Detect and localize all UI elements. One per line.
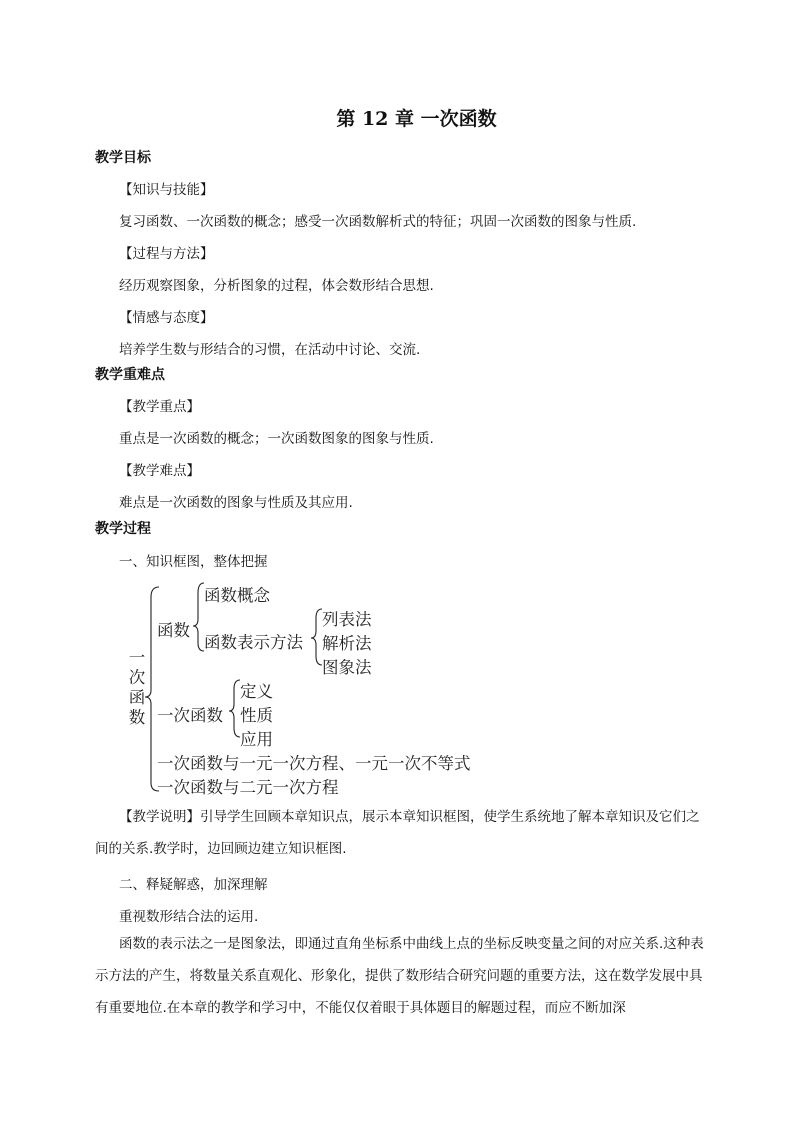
label-difficulty: 【教学难点】 — [119, 463, 200, 479]
text-difficulty: 难点是一次函数的图象与性质及其应用. — [119, 495, 353, 511]
tree-relation-2: 一次函数与二元一次方程 — [157, 778, 339, 797]
page-title: 第 12 章 一次函数 — [336, 108, 497, 130]
tree-function-concept: 函数概念 — [204, 586, 270, 605]
tree-function: 函数 — [157, 621, 190, 640]
tree-root: 一次函数 — [128, 648, 146, 727]
function-brace — [193, 583, 204, 651]
tree-linear: 一次函数 — [157, 706, 223, 725]
tree-repr-analytic: 解析法 — [322, 634, 372, 653]
tree-repr-graph: 图象法 — [322, 658, 372, 677]
representation-brace — [311, 609, 322, 665]
emphasis-text: 重视数形结合法的运用. — [119, 909, 259, 925]
label-process: 【过程与方法】 — [119, 246, 214, 262]
tree-relation-1: 一次函数与一元一次方程、一元一次不等式 — [157, 754, 471, 773]
text-key-point: 重点是一次函数的概念；一次函数图象的图象与性质. — [119, 431, 434, 447]
section-heading-goals: 教学目标 — [95, 150, 151, 166]
linear-brace — [229, 680, 240, 737]
label-knowledge: 【知识与技能】 — [119, 182, 214, 198]
tree-linear-application: 应用 — [240, 730, 273, 749]
teaching-note: 【教学说明】引导学生回顾本章知识点，展示本章知识框图，使学生系统地了解本章知识及它们之间的关系.教学时，边回顾边建立知识框图. — [95, 809, 700, 857]
tree-linear-definition: 定义 — [240, 682, 273, 701]
label-key-point: 【教学重点】 — [119, 399, 200, 415]
step-1-heading: 一、知识框图，整体把握 — [119, 554, 268, 570]
tree-representation: 函数表示方法 — [204, 633, 303, 652]
step-2-heading: 二、释疑解惑，加深理解 — [119, 877, 268, 893]
text-process: 经历观察图象，分析图象的过程，体会数形结合思想. — [119, 278, 434, 294]
label-attitude: 【情感与态度】 — [119, 310, 214, 326]
tree-repr-table: 列表法 — [322, 610, 372, 629]
text-attitude: 培养学生数与形结合的习惯，在活动中讨论、交流. — [119, 342, 421, 358]
tree-linear-property: 性质 — [240, 706, 273, 725]
body-paragraph: 函数的表示法之一是图象法，即通过直角坐标系中曲线上点的坐标反映变量之间的对应关系.这种表示方法的产生，将数量关系直观化、形象化，提供了数形结合研究问题的重要方法，这在数学发展中具有重要地位.在本章的教学和学习中，不能仅仅着眼于具体题目的解题过程，而应不断加深 — [95, 936, 704, 1016]
section-heading-process: 教学过程 — [95, 521, 151, 537]
text-knowledge: 复习函数、一次函数的概念；感受一次函数解析式的特征；巩固一次函数的图象与性质. — [119, 214, 637, 230]
section-heading-keys: 教学重难点 — [95, 367, 165, 383]
